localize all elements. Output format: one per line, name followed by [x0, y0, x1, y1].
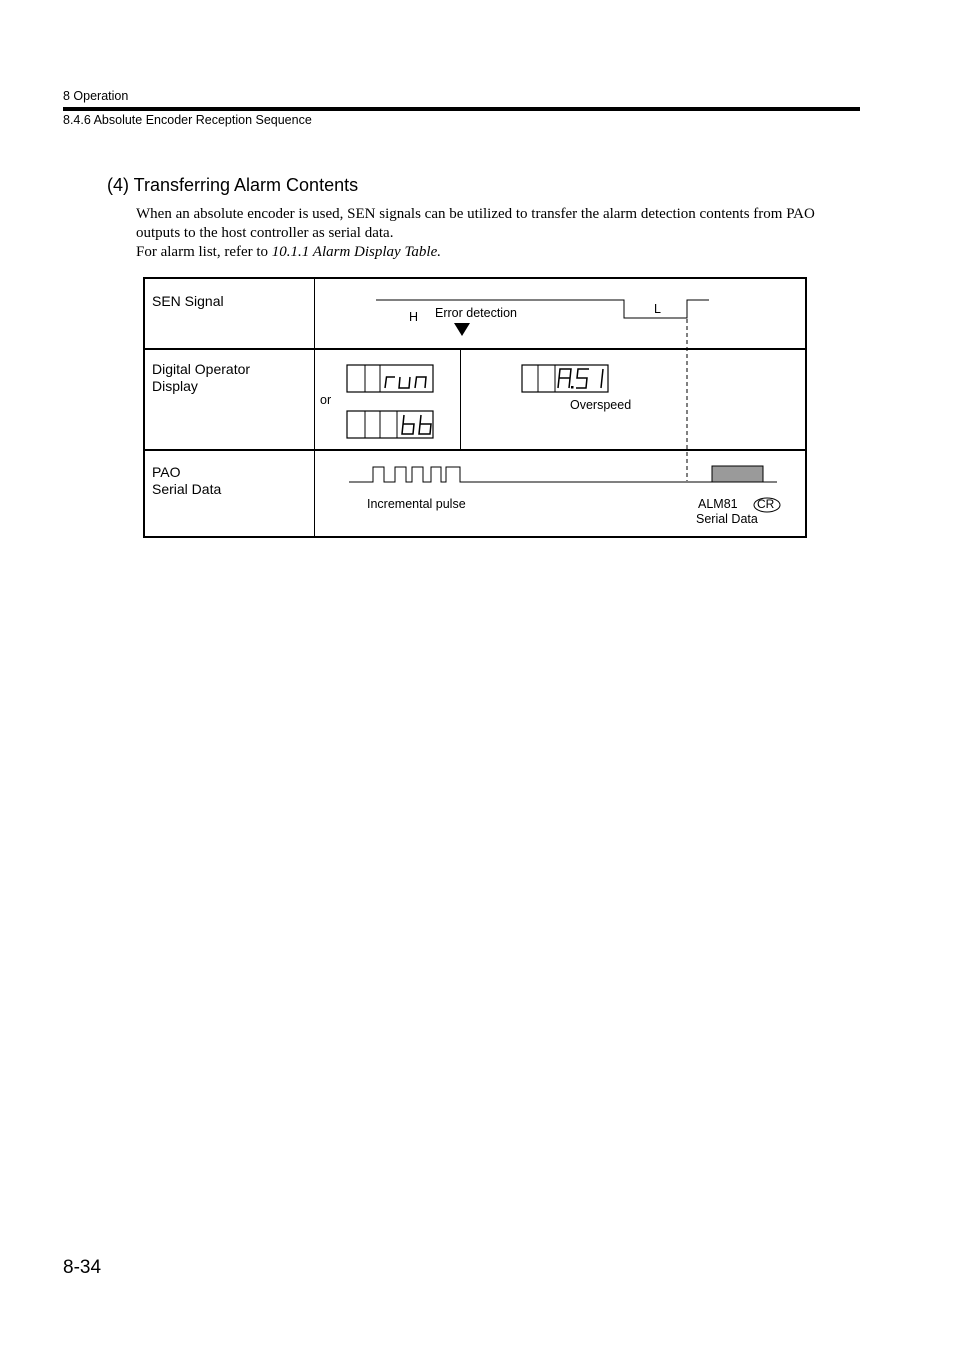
row-label-digital-operator-line1: Digital Operator — [152, 361, 251, 377]
or-label: or — [320, 393, 332, 407]
alarm-display — [522, 365, 608, 392]
row-label-digital-operator-line2: Display — [152, 378, 198, 394]
body-line-3-prefix: For alarm list, refer to — [136, 244, 272, 260]
body-line-2: outputs to the host controller as serial data. — [136, 225, 394, 241]
body-line-3 — [136, 243, 441, 262]
row-label-sen-signal: SEN Signal — [152, 293, 224, 309]
header-rule — [63, 107, 860, 111]
run-display — [347, 365, 433, 392]
row-label-pao-line2: Serial Data — [152, 481, 222, 497]
section-title: (4) Transferring Alarm Contents — [107, 175, 359, 195]
error-detection-label: Error detection — [435, 306, 517, 320]
chapter-header: 8 Operation — [63, 89, 129, 103]
timing-diagram — [143, 277, 807, 538]
row-label-pao-line1: PAO — [152, 464, 181, 480]
low-level-label: L — [654, 302, 661, 316]
cr-label: CR — [757, 497, 775, 511]
section-header: 8.4.6 Absolute Encoder Reception Sequence — [63, 113, 312, 127]
bb-display — [347, 411, 433, 438]
page-number: 8-34 — [63, 1257, 102, 1278]
incremental-pulse-label: Incremental pulse — [367, 497, 466, 511]
error-detection-arrow — [454, 323, 470, 336]
alm81-label: ALM81 — [698, 497, 738, 511]
alarm-table-reference: 10.1.1 Alarm Display Table. — [271, 244, 441, 260]
serial-data-label: Serial Data — [696, 512, 758, 526]
overspeed-label: Overspeed — [570, 398, 632, 412]
high-level-label: H — [409, 310, 419, 324]
serial-data-block — [712, 466, 763, 482]
body-line-1: When an absolute encoder is used, SEN signals can be utilized to transfer the alarm detection contents from PAO — [136, 206, 815, 222]
